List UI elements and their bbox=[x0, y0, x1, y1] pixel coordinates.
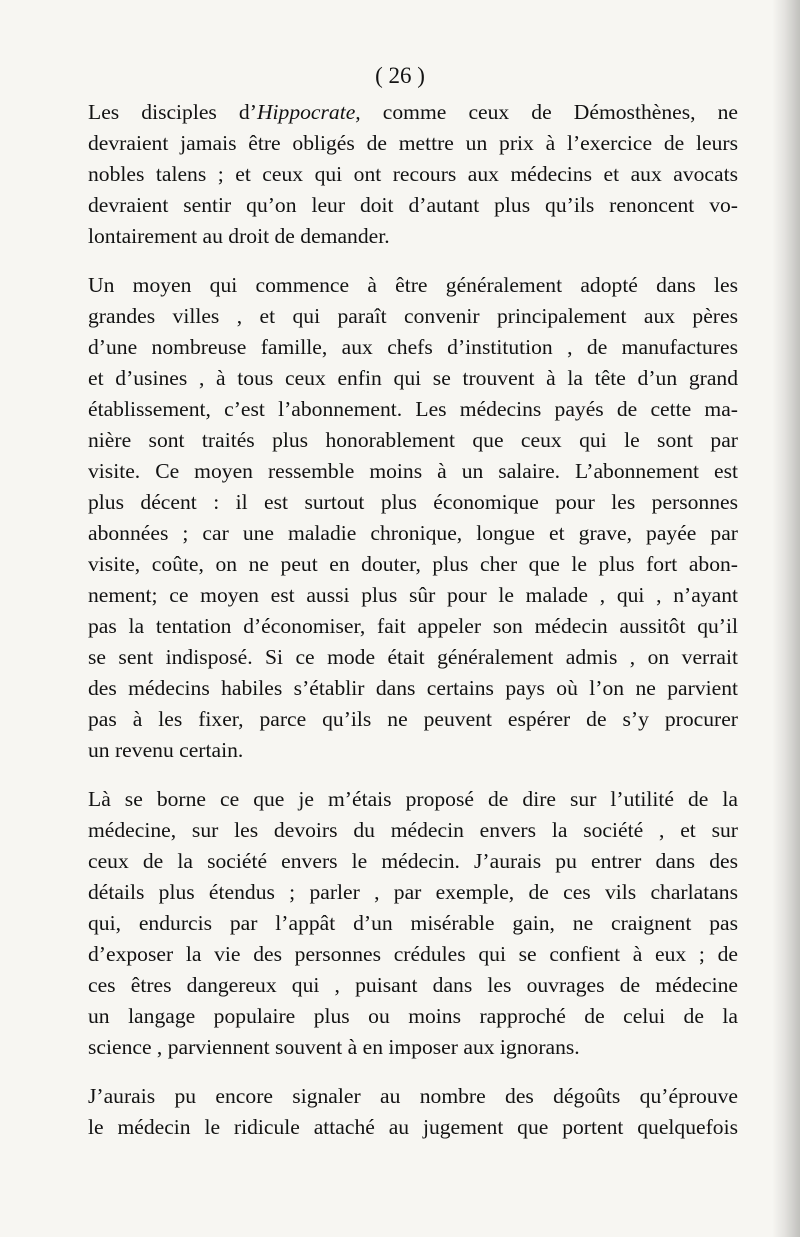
text-line: J’aurais pu encore signaler au nombre des dégoûts qu’éprouve bbox=[88, 1084, 738, 1108]
page-number: ( 26 ) bbox=[375, 63, 425, 88]
paragraph bbox=[88, 97, 738, 252]
text-line: d’exposer la vie des personnes crédules qui se confient à eux ; de bbox=[88, 942, 738, 966]
text-line: se sent indisposé. Si ce mode était généralement admis , on verrait bbox=[88, 645, 738, 669]
text-line: visite. Ce moyen ressemble moins à un salaire. L’abonnement est bbox=[88, 459, 738, 483]
text-line: établissement, c’est l’abonnement. Les médecins payés de cette ma- bbox=[88, 397, 738, 421]
body-text bbox=[88, 97, 738, 1161]
text-line: devraient jamais être obligés de mettre un prix à l’exercice de leurs bbox=[88, 131, 738, 155]
text-line: un langage populaire plus ou moins rapproché de celui de la bbox=[88, 1004, 738, 1028]
text-line: qui, endurcis par l’appât d’un misérable gain, ne craignent pas bbox=[88, 911, 738, 935]
text-line: grandes villes , et qui paraît convenir principalement aux pères bbox=[88, 304, 738, 328]
text-line: et d’usines , à tous ceux enfin qui se trouvent à la tête d’un grand bbox=[88, 366, 738, 390]
text-line bbox=[88, 97, 738, 128]
text-line: Un moyen qui commence à être généralement adopté dans les bbox=[88, 273, 738, 297]
text-line: des médecins habiles s’établir dans certains pays où l’on ne parvient bbox=[88, 676, 738, 700]
paragraph bbox=[88, 784, 738, 1063]
text-line: science , parviennent souvent à en imposer aux ignorans. bbox=[88, 1035, 580, 1059]
text-line: lontairement au droit de demander. bbox=[88, 224, 390, 248]
text-line: plus décent : il est surtout plus économique pour les personnes bbox=[88, 490, 738, 514]
text-line: abonnées ; car une maladie chronique, longue et grave, payée par bbox=[88, 521, 738, 545]
text-line: nière sont traités plus honorablement que ceux qui le sont par bbox=[88, 428, 738, 452]
text-line: ceux de la société envers le médecin. J’aurais pu entrer dans des bbox=[88, 849, 738, 873]
text-line: le médecin le ridicule attaché au jugement que portent quelquefois bbox=[88, 1115, 738, 1139]
text-line: détails plus étendus ; parler , par exemple, de ces vils charlatans bbox=[88, 880, 738, 904]
text-line: nobles talens ; et ceux qui ont recours aux médecins et aux avocats bbox=[88, 162, 738, 186]
paragraph bbox=[88, 270, 738, 766]
text-run: Les disciples d’ bbox=[88, 100, 257, 124]
italic-name: Hippocrate, bbox=[256, 100, 361, 124]
text-run: comme ceux de Démosthènes, ne bbox=[360, 100, 738, 124]
text-line: d’une nombreuse famille, aux chefs d’institution , de manufactures bbox=[88, 335, 738, 359]
text-line: pas à les fixer, parce qu’ils ne peuvent espérer de s’y procurer bbox=[88, 707, 738, 731]
text-line: ces êtres dangereux qui , puisant dans les ouvrages de médecine bbox=[88, 973, 738, 997]
text-line: visite, coûte, on ne peut en douter, plus cher que le plus fort abon- bbox=[88, 552, 738, 576]
text-line: médecine, sur les devoirs du médecin envers la société , et sur bbox=[88, 818, 738, 842]
page-spine-shadow bbox=[772, 0, 800, 1237]
text-line: Là se borne ce que je m’étais proposé de dire sur l’utilité de la bbox=[88, 787, 738, 811]
text-line: un revenu certain. bbox=[88, 738, 244, 762]
text-line: devraient sentir qu’on leur doit d’autant plus qu’ils renoncent vo- bbox=[88, 193, 738, 217]
paragraph bbox=[88, 1081, 738, 1143]
text-line: nement; ce moyen est aussi plus sûr pour le malade , qui , n’ayant bbox=[88, 583, 738, 607]
text-line: pas la tentation d’économiser, fait appeler son médecin aussitôt qu’il bbox=[88, 614, 738, 638]
